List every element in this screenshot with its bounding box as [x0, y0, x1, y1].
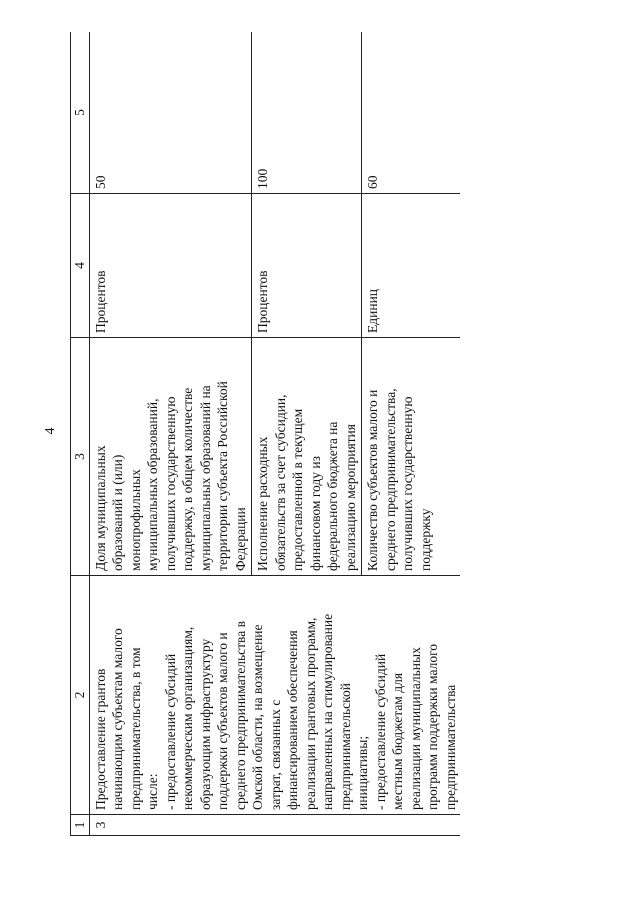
column-header-5: 5: [71, 32, 90, 194]
indicator-unit-cell: Единиц: [362, 194, 461, 338]
column-header-1: 1: [71, 815, 90, 836]
text-line: реализации муниципальных: [407, 647, 423, 810]
text-line: числе:: [145, 773, 160, 810]
activity-description-cell: [89, 576, 460, 815]
table-row: [89, 32, 252, 836]
indicators-table: [70, 32, 460, 836]
text-line: предпринимательской: [337, 682, 353, 810]
text-line: некоммерческим организациям,: [180, 626, 195, 810]
text-line: финансовом году из: [307, 456, 323, 571]
text-line: образующим инфраструктуру: [197, 638, 213, 810]
indicator-unit-cell: Процентов: [89, 194, 252, 338]
text-line: Исполнение расходных: [255, 436, 270, 571]
text-line: обязательств за счет субсидии,: [272, 394, 288, 571]
indicator-value-cell: 100: [252, 32, 362, 194]
text-line: муниципальных образований,: [145, 398, 160, 571]
text-line: программ поддержки малого: [425, 643, 440, 810]
text-line: монопрофильных: [127, 469, 143, 571]
text-line: предпринимательства: [442, 684, 458, 810]
text-line: - предоставление субсидий: [162, 653, 178, 810]
text-line: Предоставление грантов: [92, 668, 108, 810]
indicator-value-cell: 50: [89, 32, 252, 194]
text-line: поддержку, в общем количестве: [180, 387, 195, 571]
text-line: реализации грантовых программ,: [302, 617, 318, 810]
rotated-table-container: [70, 32, 460, 836]
text-line: среднего предпринимательства,: [382, 388, 398, 571]
text-line: инициативы;: [355, 735, 370, 810]
text-line: местным бюджетам для: [390, 672, 405, 810]
text-line: образований и (или): [110, 454, 125, 571]
indicator-name-cell: [252, 338, 362, 576]
column-header-4: 4: [71, 194, 90, 338]
text-line: Доля муниципальных: [92, 445, 108, 571]
indicator-name-cell: [362, 338, 461, 576]
row-number-cell: 3: [89, 815, 460, 836]
activity-description-text: [92, 580, 460, 810]
text-line: поддержки субъектов малого и: [215, 632, 230, 810]
text-line: направленных на стимулирование: [320, 613, 335, 810]
text-line: муниципальных образований на: [197, 385, 213, 571]
text-line: получивших государственную: [400, 396, 415, 571]
text-line: территории субъекта Российской: [215, 381, 230, 571]
text-line: Количество субъектов малого и: [365, 389, 380, 571]
indicator-name-text: [92, 342, 250, 571]
column-header-3: 3: [71, 338, 90, 576]
header-row: [71, 32, 90, 836]
indicator-name-cell: [89, 338, 252, 576]
text-line: финансированием обеспечения: [285, 630, 300, 810]
rotated-page-region: [70, 32, 460, 836]
column-header-2: 2: [71, 576, 90, 815]
text-line: предпринимательства, в том: [127, 647, 143, 810]
text-line: начинающим субъектам малого: [110, 628, 125, 810]
text-line: - предоставление субсидий: [372, 653, 388, 810]
text-line: среднего предпринимательства в: [232, 621, 248, 810]
text-line: поддержку: [417, 508, 433, 571]
text-line: Омской области, на возмещение: [250, 624, 265, 810]
text-line: получивших государственную: [162, 396, 178, 571]
text-line: затрат, связанных с: [267, 699, 283, 810]
text-line: федерального бюджета на: [325, 421, 340, 571]
text-line: предоставленной в текущем: [290, 408, 305, 571]
indicator-name-text: [254, 342, 359, 571]
indicator-name-text: [364, 342, 434, 571]
indicator-value-cell: 60: [362, 32, 461, 194]
page-number: 4: [43, 427, 58, 435]
text-line: Федерации: [232, 507, 248, 571]
text-line: реализацию мероприятия: [342, 424, 358, 571]
indicator-unit-cell: Процентов: [252, 194, 362, 338]
